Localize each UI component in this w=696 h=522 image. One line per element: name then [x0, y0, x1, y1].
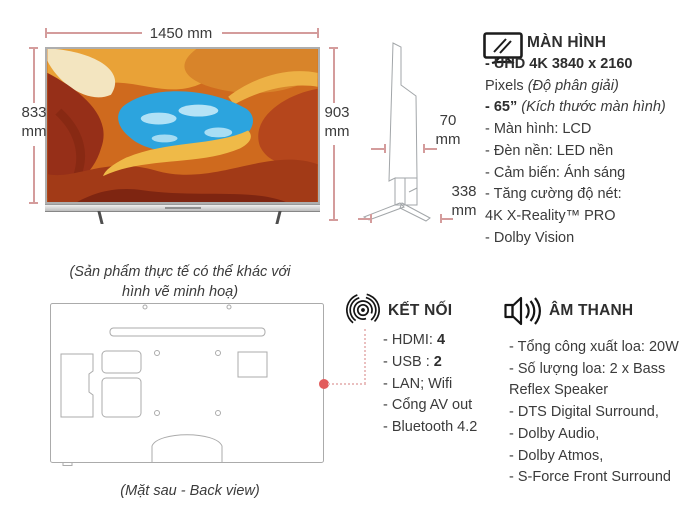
spec-line: - HDMI: 4	[383, 332, 446, 348]
spec-line: - Màn hình: LCD	[485, 121, 592, 138]
dimension-line	[333, 145, 335, 220]
audio-section-title: ÂM THANH	[549, 302, 634, 319]
spec-line: - Tăng cường độ nét:	[485, 186, 622, 203]
spec-line: Pixels (Độ phân giải)	[485, 77, 619, 94]
spec-line: - Dolby Vision	[485, 229, 575, 246]
spec-line: - DTS Digital Surround,	[509, 404, 659, 421]
screen-section-body	[485, 54, 667, 249]
spec-line: - S-Force Front Surround	[509, 469, 671, 486]
wireless-icon	[344, 292, 382, 330]
dimension-tick	[384, 144, 386, 153]
dimension-line	[33, 47, 35, 103]
tv-foot-right	[275, 211, 281, 224]
stand-depth-dimension-label: 338 mm	[451, 183, 477, 219]
spec-line: - Cảm biến: Ánh sáng	[485, 164, 626, 181]
dimension-line	[33, 146, 35, 203]
spec-line: 4K X-Reality™ PRO	[485, 207, 616, 224]
dimension-line	[45, 32, 142, 34]
spec-line: - LAN; Wifi	[383, 375, 453, 392]
spec-line: - Tổng công xuất loa: 20W	[509, 339, 679, 355]
spec-line: Reflex Speaker	[509, 382, 609, 399]
screen-section-title: MÀN HÌNH	[527, 34, 607, 51]
back-view-caption: (Mặt sau - Back view)	[120, 483, 260, 499]
dimension-line	[333, 47, 335, 103]
connector-line	[328, 383, 366, 385]
dimension-line	[222, 32, 318, 34]
screen-height-dimension-label: 833 mm	[21, 104, 47, 140]
audio-section-body	[509, 337, 696, 489]
dimension-tick	[370, 214, 372, 223]
width-dimension-label: 1450 mm	[149, 25, 213, 42]
tv-logo-mark	[165, 207, 201, 209]
tv-foot-left	[97, 211, 103, 224]
spec-line: - Dolby Audio,	[509, 425, 600, 442]
spec-line: - Số lượng loa: 2 x Bass	[509, 360, 666, 377]
spec-line: - USB : 2	[383, 353, 442, 370]
tv-screen-image	[47, 49, 318, 202]
spec-line: - Cổng AV out	[383, 397, 473, 414]
speaker-icon	[504, 294, 546, 328]
connect-section-body	[383, 330, 513, 439]
connector-line	[364, 329, 366, 384]
spec-line: - 65” (Kích thước màn hình)	[485, 99, 666, 116]
dimension-line	[371, 148, 385, 150]
spec-line: - Bluetooth 4.2	[383, 419, 478, 436]
spec-line: - Dolby Atmos,	[509, 447, 604, 464]
depth-dimension-label: 70 mm	[435, 112, 461, 148]
connect-section-title: KẾT NỐI	[388, 302, 453, 319]
tv-front-view	[45, 47, 320, 204]
tv-back-view-drawing	[50, 302, 324, 466]
spec-line: - UHD 4K 3840 x 2160	[485, 56, 633, 72]
spec-line: - Đèn nền: LED nền	[485, 142, 614, 159]
disclaimer-text: (Sản phẩm thực tế có thể khác với hình vẽ minh hoạ)	[69, 264, 291, 300]
total-height-dimension-label: 903 mm	[324, 104, 350, 140]
